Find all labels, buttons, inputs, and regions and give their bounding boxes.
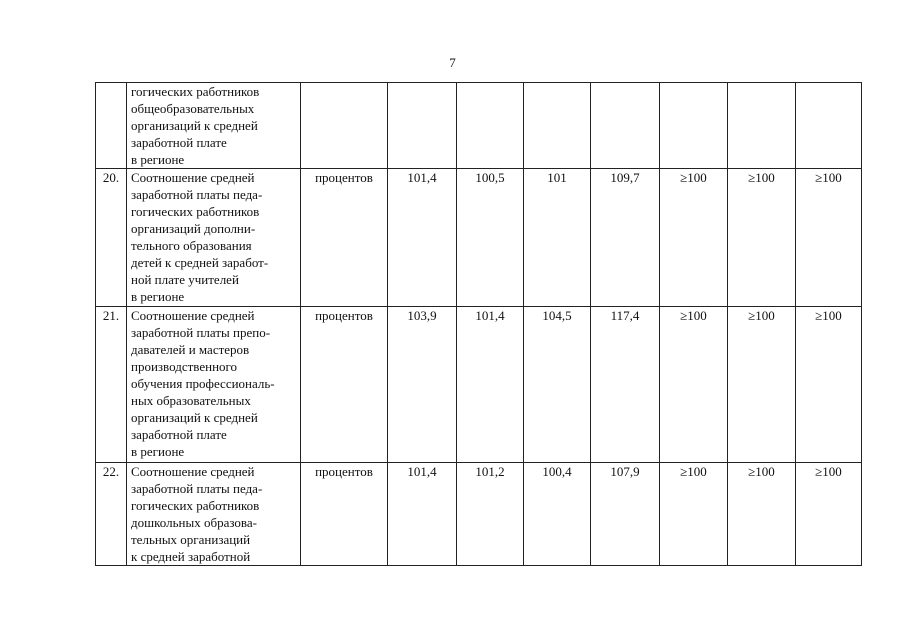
description-line: обучения профессиональ- <box>131 376 275 391</box>
value-cell: ≥100 <box>796 307 862 463</box>
value-cell: ≥100 <box>796 463 862 566</box>
row-number: 21. <box>96 307 127 463</box>
value-cell <box>728 83 796 169</box>
row-number <box>96 83 127 169</box>
value-cell: 109,7 <box>591 169 660 307</box>
table-row <box>96 307 862 463</box>
indicator-description <box>127 83 301 169</box>
value-cell: 117,4 <box>591 307 660 463</box>
value-cell: 107,9 <box>591 463 660 566</box>
description-line: производственного <box>131 359 238 374</box>
table-row <box>96 169 862 307</box>
row-number: 22. <box>96 463 127 566</box>
value-cell: 100,5 <box>457 169 524 307</box>
description-line: Соотношение средней <box>131 170 255 185</box>
description-line: заработной платы педа- <box>131 187 263 202</box>
table-row <box>96 463 862 566</box>
description-line: в регионе <box>131 289 185 304</box>
description-line: ных образовательных <box>131 393 251 408</box>
value-cell <box>524 83 591 169</box>
description-line: ной плате учителей <box>131 272 239 287</box>
indicator-description <box>127 307 301 463</box>
description-line: детей к средней заработ- <box>131 255 269 270</box>
description-line: в регионе <box>131 152 185 167</box>
value-cell: 103,9 <box>388 307 457 463</box>
description-line: Соотношение средней <box>131 308 255 323</box>
indicator-description <box>127 169 301 307</box>
description-line: заработной платы препо- <box>131 325 271 340</box>
description-line: гогических работников <box>131 498 260 513</box>
value-cell: ≥100 <box>728 307 796 463</box>
description-line: гогических работников <box>131 204 260 219</box>
unit-cell: процентов <box>301 307 388 463</box>
unit-cell: процентов <box>301 169 388 307</box>
unit-cell <box>301 83 388 169</box>
value-cell: ≥100 <box>660 307 728 463</box>
value-cell: 104,5 <box>524 307 591 463</box>
indicator-description <box>127 463 301 566</box>
value-cell <box>388 83 457 169</box>
description-line: к средней заработной <box>131 549 251 564</box>
unit-cell: процентов <box>301 463 388 566</box>
description-line: заработной плате <box>131 427 227 442</box>
description-line: заработной плате <box>131 135 227 150</box>
value-cell: 101,4 <box>388 463 457 566</box>
value-cell: 101,2 <box>457 463 524 566</box>
value-cell: ≥100 <box>728 169 796 307</box>
description-line: тельных организаций <box>131 532 251 547</box>
description-line: в регионе <box>131 444 185 459</box>
value-cell: 100,4 <box>524 463 591 566</box>
value-cell <box>457 83 524 169</box>
description-line: давателей и мастеров <box>131 342 250 357</box>
description-line: Соотношение средней <box>131 464 255 479</box>
value-cell: 101,4 <box>457 307 524 463</box>
description-line: тельного образования <box>131 238 252 253</box>
table-body <box>96 83 862 566</box>
description-line: общеобразовательных <box>131 101 255 116</box>
value-cell: 101 <box>524 169 591 307</box>
value-cell: ≥100 <box>728 463 796 566</box>
value-cell <box>660 83 728 169</box>
value-cell: ≥100 <box>660 169 728 307</box>
value-cell: ≥100 <box>660 463 728 566</box>
page-number: 7 <box>449 55 456 70</box>
description-line: организаций дополни- <box>131 221 256 236</box>
description-line: организаций к средней <box>131 410 258 425</box>
value-cell: 101,4 <box>388 169 457 307</box>
description-line: организаций к средней <box>131 118 258 133</box>
description-line: гогических работников <box>131 84 260 99</box>
indicators-table <box>95 82 862 566</box>
description-line: дошкольных образова- <box>131 515 257 530</box>
value-cell: ≥100 <box>796 169 862 307</box>
table-row <box>96 83 862 169</box>
value-cell <box>796 83 862 169</box>
description-line: заработной платы педа- <box>131 481 263 496</box>
row-number: 20. <box>96 169 127 307</box>
value-cell <box>591 83 660 169</box>
